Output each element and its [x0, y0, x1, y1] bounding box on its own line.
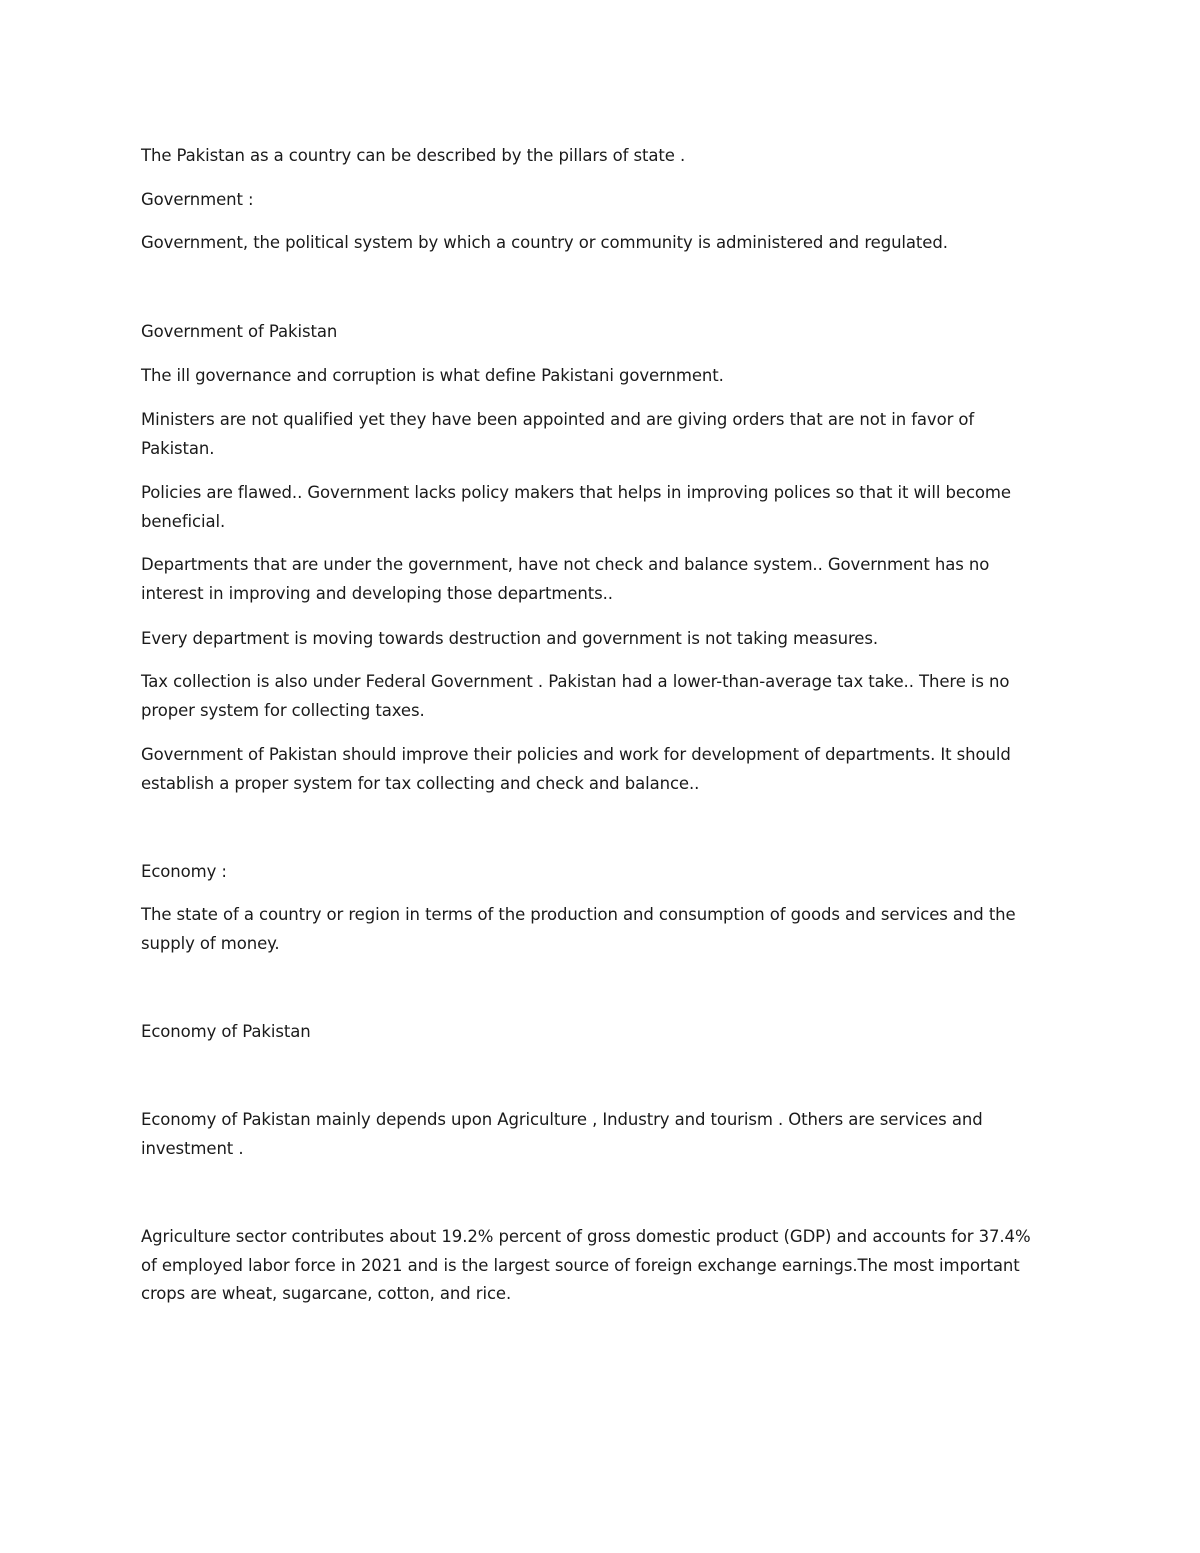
economy-heading: Economy :	[141, 862, 227, 881]
destruction-paragraph: Every department is moving towards destruction and government is not taking measures.	[141, 629, 878, 648]
government-of-pakistan-heading: Government of Pakistan	[141, 322, 338, 341]
government-heading: Government :	[141, 190, 254, 209]
tax-paragraph: Tax collection is also under Federal Government . Pakistan had a lower-than-average tax take.. There is no proper system for collecting taxes.	[141, 672, 1010, 720]
policies-paragraph: Policies are flawed.. Government lacks policy makers that helps in improving polices so that it will become beneficial.	[141, 483, 1011, 531]
ministers-paragraph: Ministers are not qualified yet they have been appointed and are giving orders that are not in favor of Pakistan.	[141, 410, 975, 458]
economy-of-pakistan-heading: Economy of Pakistan	[141, 1022, 311, 1041]
economy-sectors-paragraph: Economy of Pakistan mainly depends upon Agriculture , Industry and tourism . Others are services and investment .	[141, 1110, 983, 1158]
improvement-paragraph: Government of Pakistan should improve their policies and work for development of departments. It should establish a proper system for tax collecting and check and balance..	[141, 745, 1011, 793]
economy-definition: The state of a country or region in terms of the production and consumption of goods and services and the supply of money.	[141, 905, 1016, 953]
governance-paragraph: The ill governance and corruption is what define Pakistani government.	[141, 366, 724, 385]
departments-paragraph: Departments that are under the government, have not check and balance system.. Government has no interest in improving and developing those departments..	[141, 555, 990, 603]
government-definition: Government, the political system by which a country or community is administered and regulated.	[141, 233, 948, 252]
agriculture-paragraph: Agriculture sector contributes about 19.2% percent of gross domestic product (GDP) and accounts for 37.4% of employed labor force in 2021 and is the largest source of foreign exchange earnings.The most important crops are wheat, sugarcane, cotton, and rice.	[141, 1227, 1031, 1303]
intro-paragraph: The Pakistan as a country can be described by the pillars of state .	[141, 146, 686, 165]
